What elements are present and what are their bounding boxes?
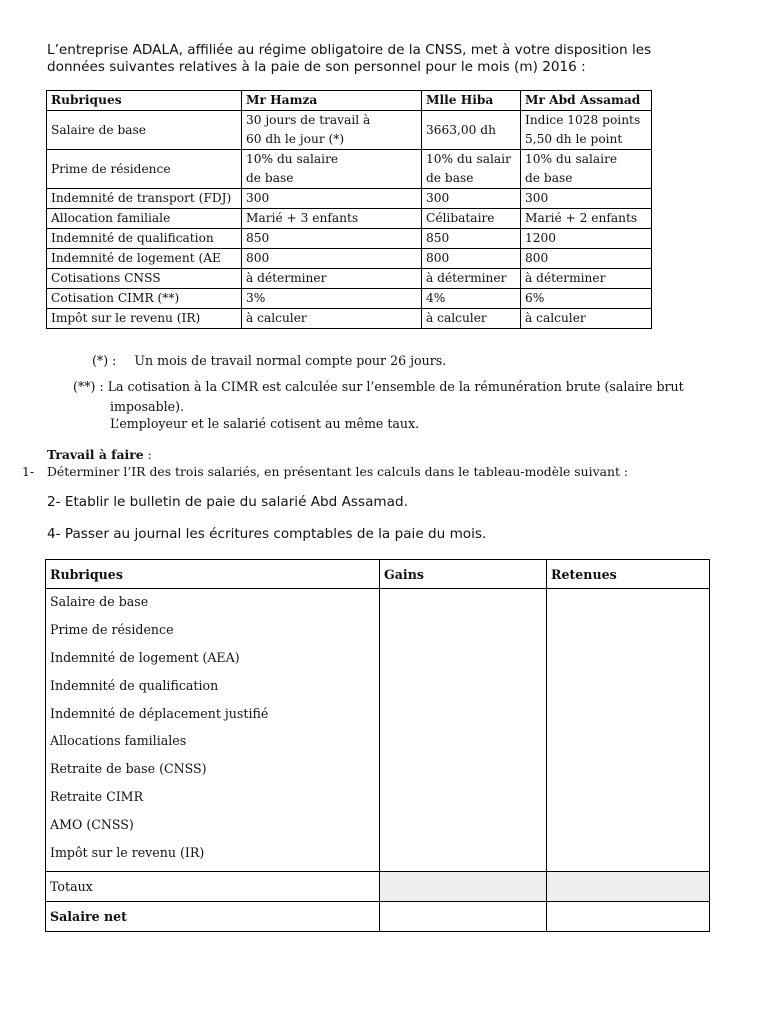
header-mr-abd-assamad: Mr Abd Assamad xyxy=(521,91,652,111)
header-retenues: Retenues xyxy=(547,560,710,589)
cell-line: à déterminer xyxy=(426,271,507,285)
tasks-title xyxy=(47,447,152,462)
table-cell xyxy=(242,309,422,329)
task-1-text: Déterminer l’IR des trois salariés, en présentant les calculs dans le tableau-modèle suivant : xyxy=(47,464,629,479)
table-cell xyxy=(242,189,422,209)
payroll-item: Salaire de base xyxy=(50,594,149,609)
cell-line: à déterminer xyxy=(246,271,327,285)
note-2-line-1: La cotisation à la CIMR est calculée sur l’ensemble de la rémunération brute (salaire brut xyxy=(107,379,684,394)
header-mr-hamza: Mr Hamza xyxy=(242,91,422,111)
cell-line: Cotisations CNSS xyxy=(51,271,161,285)
cell-line: 800 xyxy=(525,251,549,265)
table-cell xyxy=(47,150,242,189)
payroll-item: Allocations familiales xyxy=(50,733,187,749)
cell-line: Prime de résidence xyxy=(51,161,171,176)
table-cell xyxy=(242,111,422,150)
payroll-item: Indemnité de déplacement justifié xyxy=(50,705,269,721)
payroll-item: Prime de résidence xyxy=(50,621,174,637)
cell-line: 1200 xyxy=(525,231,557,245)
cell-line: 3% xyxy=(246,291,266,305)
payroll-items-row xyxy=(46,589,710,872)
table-cell xyxy=(242,209,422,229)
retenues-cell[interactable] xyxy=(547,589,710,872)
header-mlle-hiba: Mlle Hiba xyxy=(422,91,521,111)
cell-line: 10% du salaire xyxy=(525,152,618,166)
cell-line: Marié + 2 enfants xyxy=(525,211,638,225)
note-double-asterisk xyxy=(73,378,684,395)
cell-line: à calculer xyxy=(525,311,586,325)
table-cell xyxy=(422,229,521,249)
header-rubriques-2: Rubriques xyxy=(46,560,380,589)
table-row xyxy=(47,111,652,150)
cell-line: Marié + 3 enfants xyxy=(246,211,359,225)
header-gains: Gains xyxy=(380,560,547,589)
note-2-line-2: imposable). xyxy=(110,399,185,414)
cell-line: à déterminer xyxy=(525,271,606,285)
totals-label: Totaux xyxy=(46,871,380,901)
table-cell xyxy=(242,249,422,269)
table-cell xyxy=(422,269,521,289)
table-row xyxy=(47,150,652,189)
cell-line: 30 jours de travail à xyxy=(246,113,371,127)
table-cell xyxy=(521,150,652,189)
note-asterisk xyxy=(92,352,446,369)
table-cell xyxy=(47,189,242,209)
employee-data-table xyxy=(46,90,652,329)
cell-line: 3663,00 dh xyxy=(426,122,496,137)
cell-line: Indice 1028 points xyxy=(525,113,641,127)
cell-line: 300 xyxy=(426,191,450,205)
table-cell xyxy=(521,269,652,289)
table-cell xyxy=(47,111,242,150)
header-rubriques: Rubriques xyxy=(47,91,242,111)
cell-line: Salaire de base xyxy=(51,122,147,137)
payroll-item: Retraite CIMR xyxy=(50,789,144,805)
intro-paragraph xyxy=(47,42,727,76)
table-cell xyxy=(422,189,521,209)
cell-line: à calculer xyxy=(426,311,487,325)
note-2-mark: (**) : xyxy=(73,379,104,394)
cell-line: Célibataire xyxy=(426,211,495,225)
cell-line: 850 xyxy=(426,231,450,245)
table-row xyxy=(47,209,652,229)
note-2-line-3: L’employeur et le salarié cotisent au même taux. xyxy=(110,416,420,431)
table-cell xyxy=(422,289,521,309)
cell-line: 800 xyxy=(426,251,450,265)
net-salary-gains-cell[interactable] xyxy=(380,901,547,931)
table-cell xyxy=(47,289,242,309)
table-cell xyxy=(422,150,521,189)
table-cell xyxy=(47,229,242,249)
payroll-item: Indemnité de logement (AEA) xyxy=(50,649,240,665)
table-row xyxy=(47,289,652,309)
cell-line: 800 xyxy=(246,251,270,265)
table-row xyxy=(47,229,652,249)
cell-line: 60 dh le jour (*) xyxy=(246,132,345,146)
totals-retenues-cell xyxy=(547,871,710,901)
table-row xyxy=(47,269,652,289)
payroll-item: AMO (CNSS) xyxy=(50,817,134,833)
table-row xyxy=(47,249,652,269)
intro-line-2: données suivantes relatives à la paie de son personnel pour le mois (m) 2016 : xyxy=(47,59,586,75)
cell-line: Cotisation CIMR (**) xyxy=(51,291,180,305)
cell-line: 300 xyxy=(525,191,549,205)
task-2: 2- Etablir le bulletin de paie du salarié Abd Assamad. xyxy=(47,494,408,510)
intro-line-1: L’entreprise ADALA, affiliée au régime obligatoire de la CNSS, met à votre disposition les xyxy=(47,42,652,58)
table-cell xyxy=(242,269,422,289)
cell-line: 5,50 dh le point xyxy=(525,132,623,146)
table-cell xyxy=(242,150,422,189)
table-cell xyxy=(521,309,652,329)
table-row xyxy=(47,189,652,209)
table-cell xyxy=(521,111,652,150)
totals-gains-cell xyxy=(380,871,547,901)
employee-data-body xyxy=(47,111,652,329)
table-cell xyxy=(242,289,422,309)
net-salary-row xyxy=(46,901,710,931)
payroll-item: Impôt sur le revenu (IR) xyxy=(50,845,205,861)
table-cell xyxy=(521,229,652,249)
tasks-title-text: Travail à faire xyxy=(47,447,144,462)
cell-line: 300 xyxy=(246,191,270,205)
cell-line: Indemnité de logement (AE xyxy=(51,251,221,265)
table-cell xyxy=(521,289,652,309)
cell-line: Impôt sur le revenu (IR) xyxy=(51,311,201,325)
table-cell xyxy=(422,209,521,229)
cell-line: 10% du salaire xyxy=(246,152,339,166)
table-cell xyxy=(47,209,242,229)
table-cell xyxy=(242,229,422,249)
payroll-header-row xyxy=(46,560,710,589)
note-1-mark: (*) : xyxy=(92,353,117,368)
table-cell xyxy=(422,111,521,150)
table-cell xyxy=(521,209,652,229)
cell-line: Indemnité de qualification xyxy=(51,231,214,245)
cell-line: de base xyxy=(246,171,294,185)
tasks-title-colon: : xyxy=(143,447,152,462)
table-row xyxy=(47,309,652,329)
cell-line: 4% xyxy=(426,291,446,305)
payroll-item: Retraite de base (CNSS) xyxy=(50,761,207,777)
cell-line: Indemnité de transport (FDJ) xyxy=(51,191,232,205)
net-salary-retenues-cell[interactable] xyxy=(547,901,710,931)
gains-cell[interactable] xyxy=(380,589,547,872)
table-cell xyxy=(422,249,521,269)
totals-row xyxy=(46,871,710,901)
task-1 xyxy=(22,464,628,479)
table-cell xyxy=(47,249,242,269)
table-cell xyxy=(521,249,652,269)
cell-line: de base xyxy=(426,171,474,185)
payroll-item: Indemnité de qualification xyxy=(50,677,219,693)
task-1-number: 1- xyxy=(22,464,35,479)
net-salary-label: Salaire net xyxy=(46,901,380,931)
cell-line: 10% du salair xyxy=(426,152,511,166)
cell-line: 850 xyxy=(246,231,270,245)
table-cell xyxy=(422,309,521,329)
cell-line: à calculer xyxy=(246,311,307,325)
note-1-text: Un mois de travail normal compte pour 26 jours. xyxy=(134,353,447,368)
payroll-template-table xyxy=(45,559,710,932)
table-header-row xyxy=(47,91,652,111)
payroll-items-cell xyxy=(46,589,380,872)
cell-line: 6% xyxy=(525,291,545,305)
table-cell xyxy=(521,189,652,209)
table-cell xyxy=(47,269,242,289)
task-4: 4- Passer au journal les écritures comptables de la paie du mois. xyxy=(47,526,487,542)
cell-line: Allocation familiale xyxy=(51,211,171,225)
table-cell xyxy=(47,309,242,329)
cell-line: de base xyxy=(525,171,573,185)
